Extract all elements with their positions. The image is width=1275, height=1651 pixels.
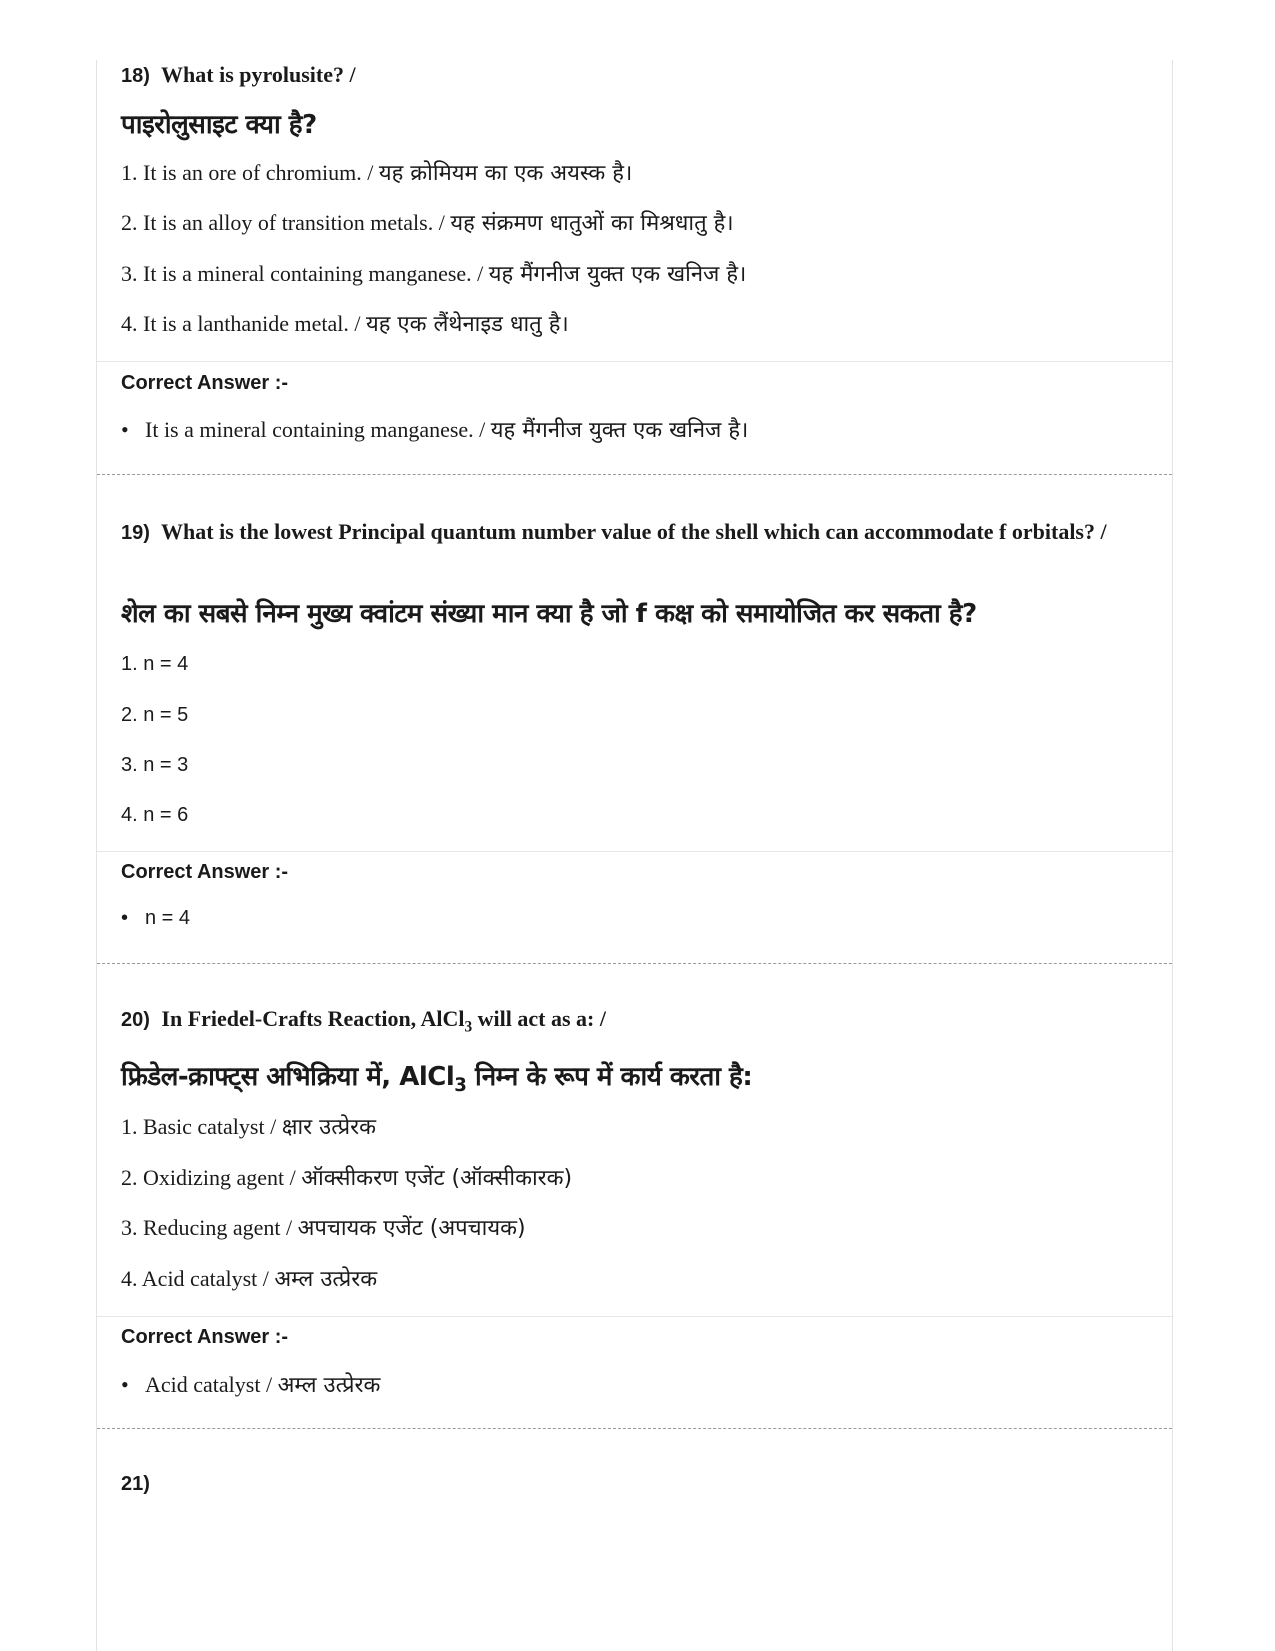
correct-answer-en: n = 4: [145, 907, 191, 929]
document-frame: [96, 60, 1173, 1651]
option-hi: अपचायक एजेंट (अपचायक): [297, 1216, 526, 1241]
option-en: 1. Basic catalyst /: [121, 1114, 277, 1139]
correct-answer-hi: अम्ल उत्प्रेरक: [277, 1373, 381, 1398]
question-text-hi: फ्रिडेल-क्राफ्ट्स अभिक्रिया में, AlCl$_3$ निम्न के रूप में कार्य करता है:: [121, 1062, 753, 1097]
option-4: [121, 1264, 377, 1295]
divider: [97, 1316, 1172, 1317]
option-3: 3. n = 3: [121, 754, 189, 776]
option-hi: यह एक लैंथेनाइड धातु है।: [366, 312, 569, 337]
question-separator: [97, 474, 1172, 475]
question-text-en: What is pyrolusite? /: [161, 62, 356, 87]
correct-answer-en: It is a mineral containing manganese. /: [145, 417, 486, 442]
option-4: 4. n = 6: [121, 804, 189, 826]
correct-answer: [121, 414, 748, 444]
question-text: [121, 515, 1131, 550]
option-2: 2. n = 5: [121, 704, 189, 726]
correct-answer-hi: यह मैंगनीज युक्त एक खनिज है।: [490, 418, 749, 443]
question-text-en: In Friedel-Crafts Reaction, AlCl$_3$ will act as a: /: [161, 1006, 606, 1036]
question-text: [121, 58, 1131, 93]
option-en: 4. It is a lanthanide metal. /: [121, 311, 361, 336]
question-number: 20): [121, 1009, 150, 1031]
option-1: 1. n = 4: [121, 653, 189, 675]
option-en: 1. It is an ore of chromium. /: [121, 160, 374, 185]
option-1: [121, 1112, 376, 1143]
option-3: [121, 259, 746, 290]
option-en: 3. It is a mineral containing manganese. /: [121, 261, 484, 286]
question-text-en: What is the lowest Principal quantum number value of the shell which can accommodate f orbitals? /: [161, 519, 1107, 544]
option-hi: यह मैंगनीज युक्त एक खनिज है।: [488, 262, 747, 287]
option-2: [121, 1163, 572, 1194]
option-en: 2. It is an alloy of transition metals. /: [121, 210, 445, 235]
correct-answer: [121, 1369, 380, 1399]
question-text: [121, 1466, 1131, 1501]
correct-answer-label: Correct Answer :-: [121, 1326, 289, 1348]
bullet-icon: •: [121, 417, 129, 442]
bullet-icon: •: [121, 907, 129, 929]
option-hi: अम्ल उत्प्रेरक: [274, 1267, 378, 1292]
option-hi: यह संक्रमण धातुओं का मिश्रधातु है।: [450, 211, 734, 236]
option-3: [121, 1213, 526, 1244]
divider: [97, 361, 1172, 362]
option-en: 2. Oxidizing agent /: [121, 1165, 296, 1190]
question-number: 19): [121, 522, 150, 544]
option-2: [121, 208, 734, 239]
question-text-hi: शेल का सबसे निम्न मुख्य क्वांटम संख्या मान क्या है जो f कक्ष को समायोजित कर सकता है?: [121, 599, 977, 629]
option-hi: ऑक्सीकरण एजेंट (ऑक्सीकारक): [301, 1166, 573, 1191]
option-en: 4. Acid catalyst /: [121, 1266, 269, 1291]
correct-answer-label: Correct Answer :-: [121, 861, 289, 883]
option-hi: क्षार उत्प्रेरक: [281, 1115, 376, 1140]
question-number: 21): [121, 1473, 150, 1495]
bullet-icon: •: [121, 1372, 129, 1397]
correct-answer: [121, 907, 190, 930]
question-separator: [97, 963, 1172, 964]
question-separator: [97, 1428, 1172, 1429]
option-en: 3. Reducing agent /: [121, 1215, 293, 1240]
question-number: 18): [121, 65, 150, 87]
option-4: [121, 309, 569, 340]
question-text: [121, 1002, 1131, 1043]
correct-answer-en: Acid catalyst /: [145, 1372, 273, 1397]
divider: [97, 851, 1172, 852]
question-text-hi: पाइरोलुसाइट क्या है?: [121, 110, 317, 140]
option-1: [121, 158, 632, 189]
option-hi: यह क्रोमियम का एक अयस्क है।: [378, 161, 633, 186]
correct-answer-label: Correct Answer :-: [121, 372, 289, 394]
